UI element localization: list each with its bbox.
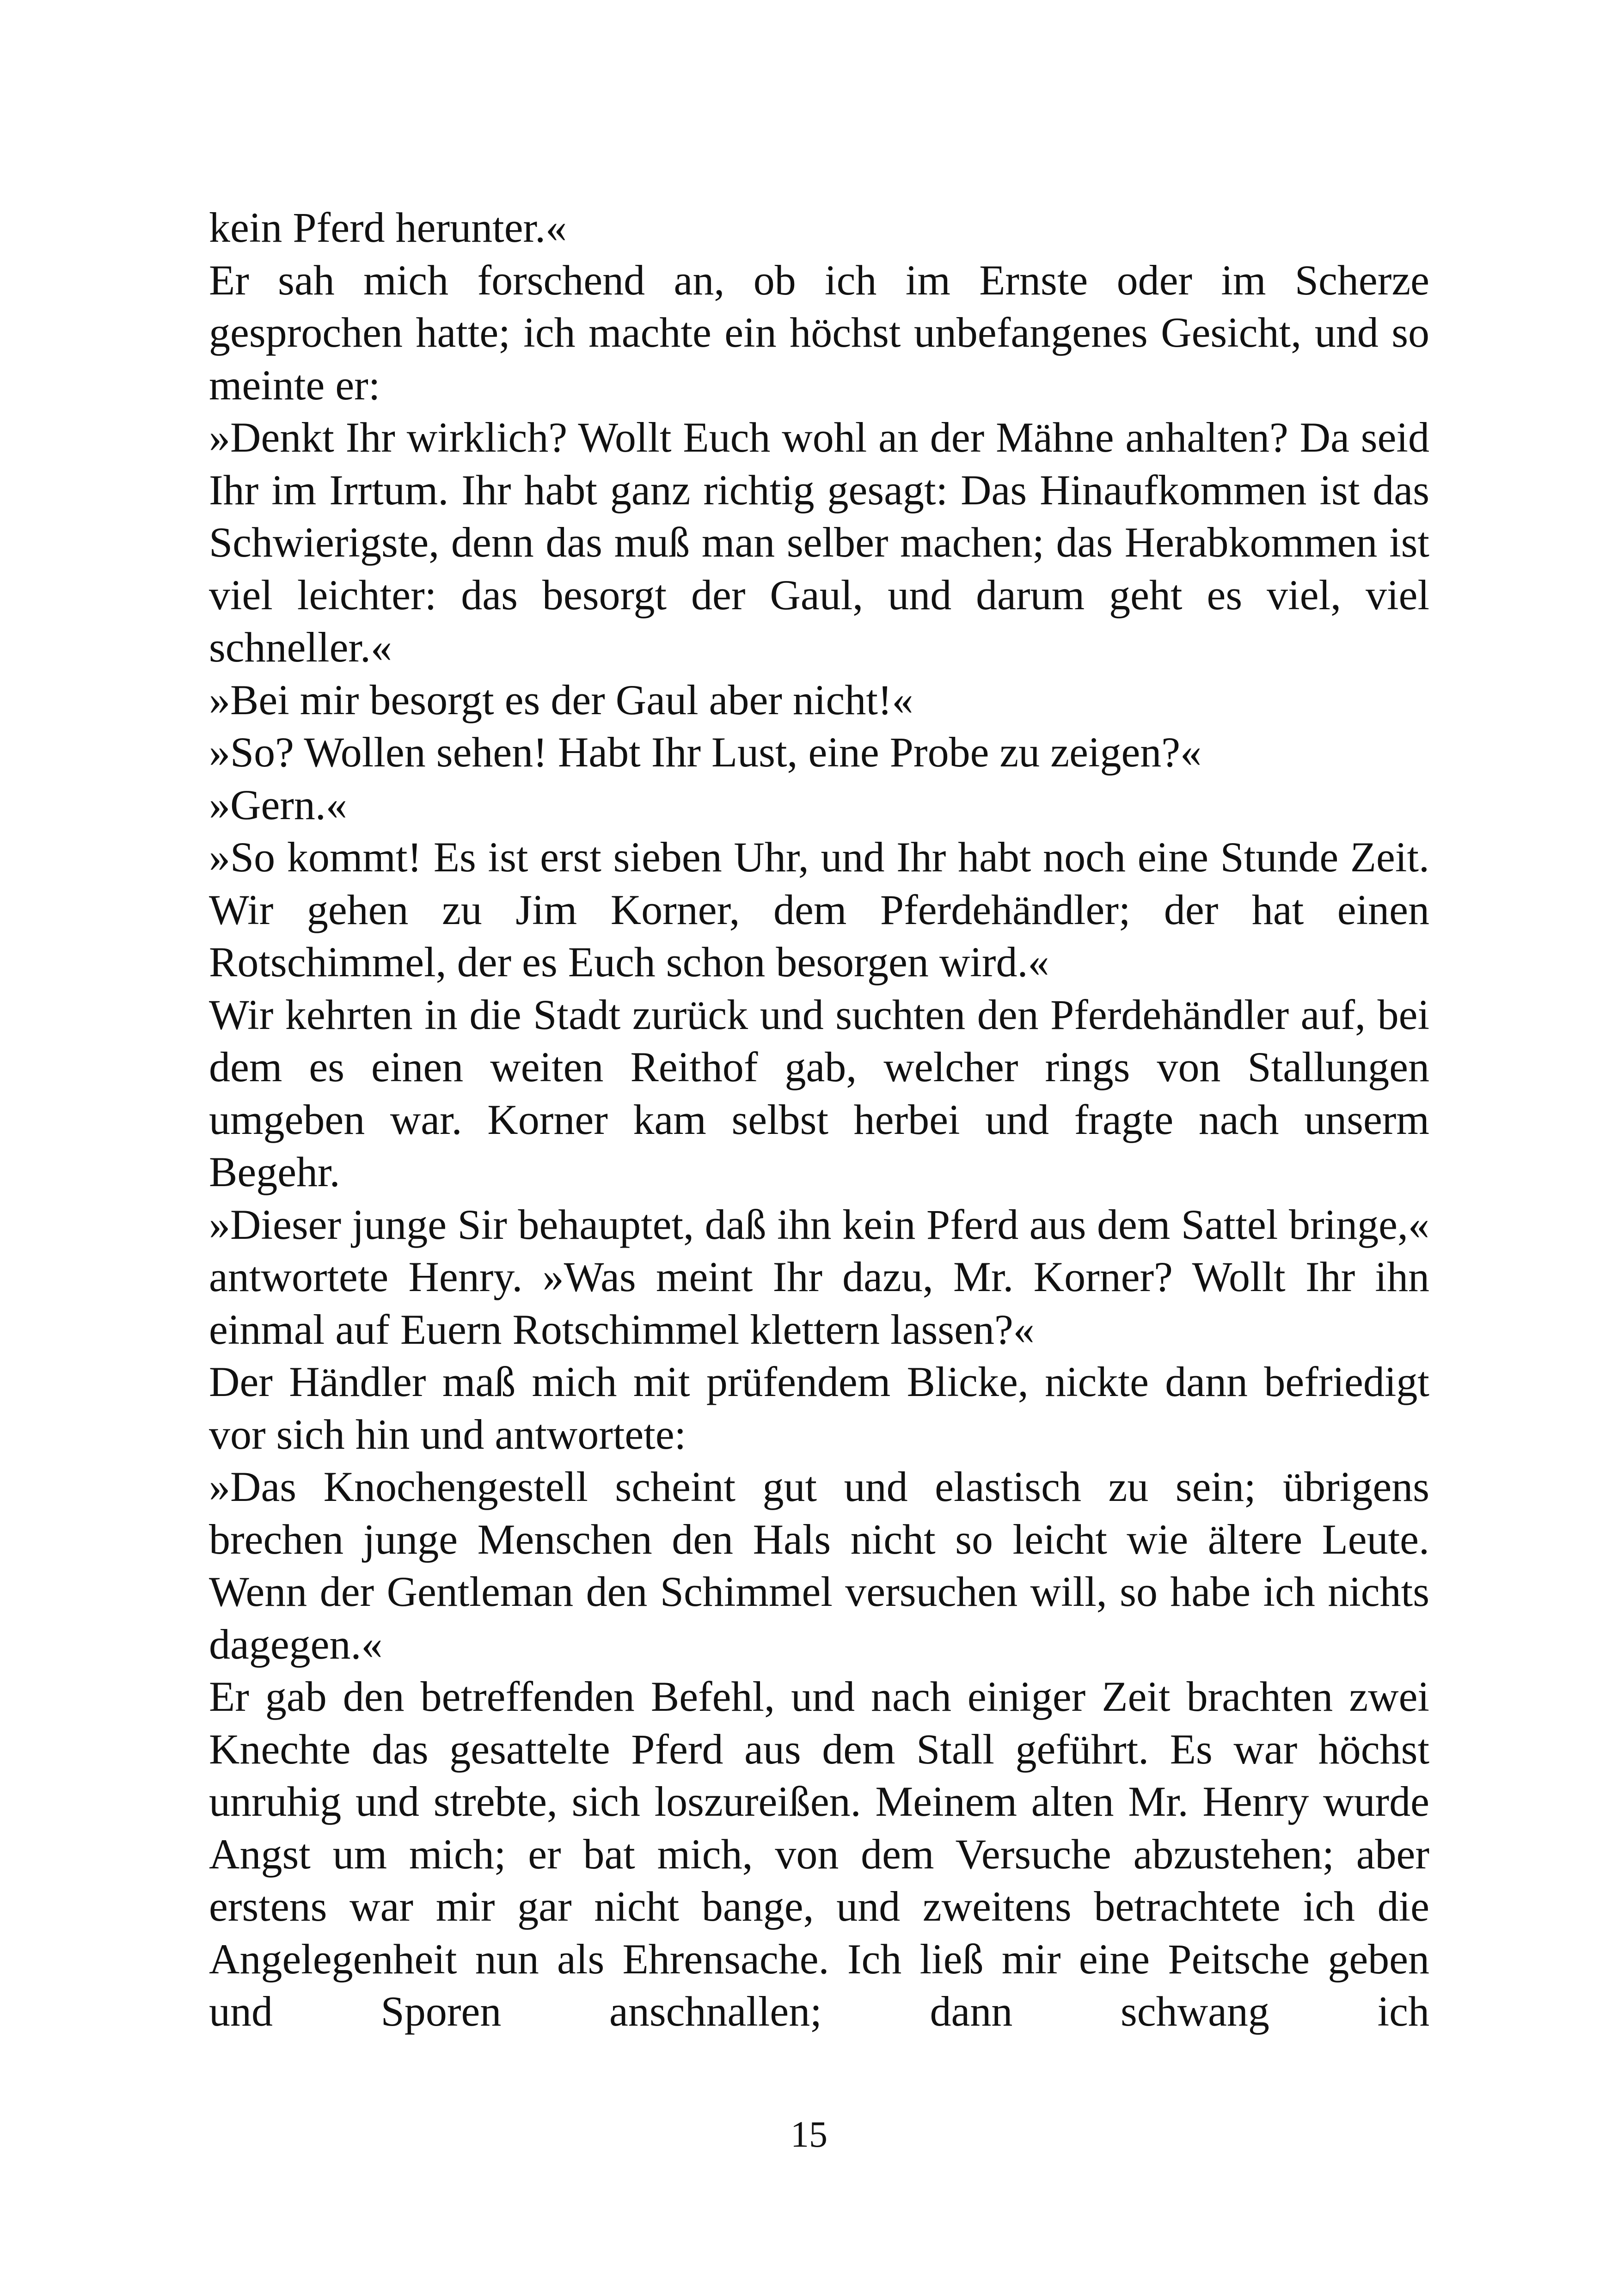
body-text	[209, 202, 1429, 2038]
paragraph: kein Pferd herunter.«	[209, 204, 567, 251]
paragraph: »Denkt Ihr wirklich? Wollt Euch wohl an der Mähne anhalten? Da seid Ihr im Irrtum. Ihr habt ganz richtig gesagt: Das Hinaufkommen ist das Schwierigste, denn das muß man selber machen; das Herabkommen ist viel leichter: das besorgt der Gaul, und darum geht es viel, viel schneller.«	[209, 414, 1429, 671]
paragraph: »So? Wollen sehen! Habt Ihr Lust, eine Probe zu zeigen?«	[209, 729, 1202, 776]
page-number: 15	[791, 2114, 827, 2155]
paragraph: Wir kehrten in die Stadt zurück und suchten den Pferdehändler auf, bei dem es einen weiten Reithof gab, welcher rings von Stallungen umgeben war. Korner kam selbst herbei und fragte nach unserm Begehr.	[209, 991, 1429, 1195]
paragraph: »So kommt! Es ist erst sieben Uhr, und Ihr habt noch eine Stunde Zeit. Wir gehen zu Jim Korner, dem Pferdehändler; der hat einen Rotschimmel, der es Euch schon besorgen wird.«	[209, 833, 1429, 986]
paragraph: »Bei mir besorgt es der Gaul aber nicht!«	[209, 676, 913, 723]
paragraph: Er gab den betreffenden Befehl, und nach einiger Zeit brachten zwei Knechte das gesattelte Pferd aus dem Stall geführt. Es war höchst unruhig und strebte, sich loszureißen. Meinem alten Mr. Henry wurde Angst um mich; er bat mich, von dem Versuche abzustehen; aber erstens war mir gar nicht bange, und zweitens betrachtete ich die Angelegenheit nun als Ehrensache. Ich ließ mir eine Peitsche geben und Sporen anschnallen; dann schwang ich	[209, 1673, 1429, 2035]
paragraph: Der Händler maß mich mit prüfendem Blicke, nickte dann befriedigt vor sich hin und antwortete:	[209, 1358, 1429, 1458]
paragraph: »Gern.«	[209, 781, 347, 828]
paragraph: Er sah mich forschend an, ob ich im Ernste oder im Scherze gesprochen hatte; ich machte ein höchst unbefangenes Gesicht, und so meinte er:	[209, 256, 1429, 409]
paragraph: »Dieser junge Sir behauptet, daß ihn kein Pferd aus dem Sattel bringe,« antwortete Henry. »Was meint Ihr dazu, Mr. Korner? Wollt Ihr ihn einmal auf Euern Rotschimmel klettern lassen?«	[209, 1200, 1429, 1353]
paragraph: »Das Knochengestell scheint gut und elastisch zu sein; übrigens brechen junge Menschen den Hals nicht so leicht wie ältere Leute. Wenn der Gentleman den Schimmel versuchen will, so habe ich nichts dagegen.«	[209, 1463, 1429, 1668]
